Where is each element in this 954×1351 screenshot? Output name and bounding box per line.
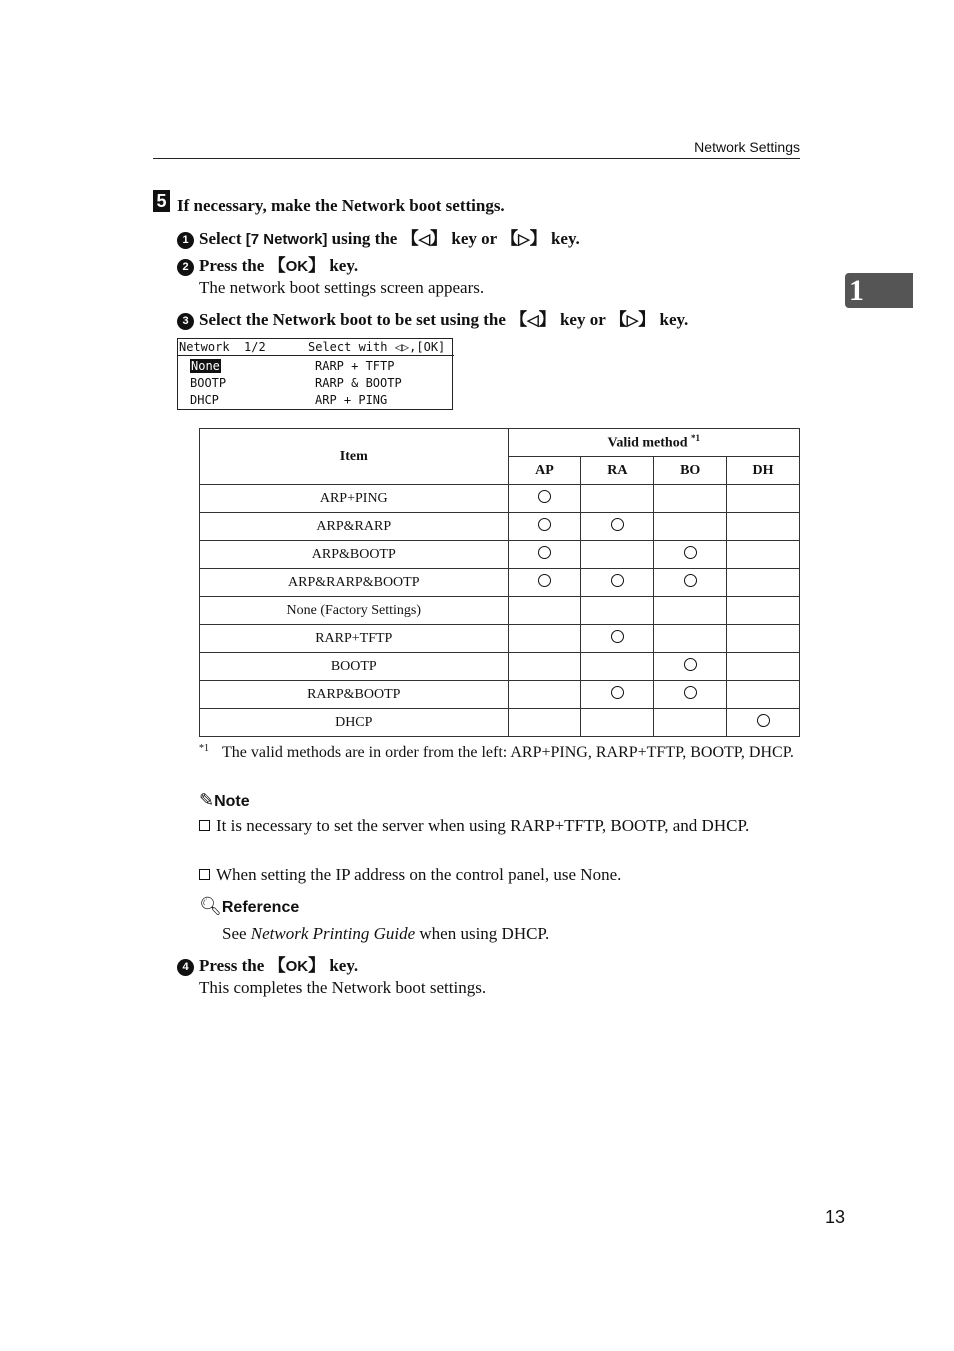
method-cell	[727, 709, 800, 737]
lcd-option: RARP + TFTP	[315, 359, 395, 373]
lcd-option: DHCP	[190, 393, 219, 407]
circle-mark-icon	[538, 518, 551, 531]
method-cell	[581, 597, 654, 625]
circle-mark-icon	[538, 574, 551, 587]
method-cell	[581, 513, 654, 541]
magnifier-icon: 🔍︎	[199, 896, 222, 916]
table-row	[200, 569, 800, 597]
reference-title: Network Printing Guide	[250, 924, 416, 943]
item-cell: None (Factory Settings)	[200, 597, 509, 625]
left-key-icon: ◁	[418, 231, 431, 248]
method-cell	[654, 709, 727, 737]
circle-mark-icon	[684, 546, 697, 559]
header-rule	[153, 158, 800, 159]
method-cell	[654, 569, 727, 597]
substep-4-result: This completes the Network boot settings.	[199, 978, 487, 997]
substep-number: 4	[177, 959, 194, 976]
item-cell: ARP+PING	[200, 485, 509, 513]
ok-key-label: OK	[285, 258, 309, 275]
table-row	[200, 681, 800, 709]
table-row	[200, 541, 800, 569]
valid-method-header: Valid method $^{*1}$	[508, 429, 799, 457]
step-number: 5	[153, 190, 170, 212]
method-cell	[581, 541, 654, 569]
circle-mark-icon	[611, 574, 624, 587]
method-cell	[727, 653, 800, 681]
item-cell: ARP&BOOTP	[200, 541, 509, 569]
note-item: It is necessary to set the server when using RARP+TFTP, BOOTP, and DHCP.	[199, 816, 800, 836]
table-row	[200, 513, 800, 541]
lcd-option: BOOTP	[190, 376, 227, 390]
method-cell	[508, 625, 581, 653]
checkbox-icon	[199, 869, 210, 880]
table-body	[200, 485, 800, 737]
substep-number: 2	[177, 259, 194, 276]
running-head: Network Settings	[694, 139, 800, 155]
circle-mark-icon	[757, 714, 770, 727]
substep-4: 4 Press the 【OK】 key.	[177, 951, 358, 976]
item-cell: DHCP	[200, 709, 509, 737]
method-cell	[727, 513, 800, 541]
item-cell: BOOTP	[200, 653, 509, 681]
substep-number: 1	[177, 232, 194, 249]
column-header: AP	[508, 457, 581, 485]
method-cell	[581, 569, 654, 597]
pencil-icon: ✎	[199, 790, 215, 810]
table-row	[200, 597, 800, 625]
method-cell	[508, 653, 581, 681]
circle-mark-icon	[611, 686, 624, 699]
column-header: DH	[727, 457, 800, 485]
page-number: 13	[825, 1207, 846, 1227]
method-cell	[581, 625, 654, 653]
lcd-prompt: Select with ◁▷,[OK]	[308, 340, 446, 354]
method-cell	[581, 709, 654, 737]
method-cell	[654, 597, 727, 625]
method-cell	[508, 597, 581, 625]
method-cell	[727, 625, 800, 653]
circle-mark-icon	[684, 574, 697, 587]
note-item: When setting the IP address on the control panel, use None.	[199, 865, 800, 885]
ok-key-label: OK	[285, 958, 309, 975]
chapter-tab: 1	[845, 273, 913, 308]
column-header: BO	[654, 457, 727, 485]
footnote-mark: *1	[199, 743, 209, 754]
lcd-screen	[177, 338, 453, 410]
circle-mark-icon	[684, 686, 697, 699]
method-cell	[508, 709, 581, 737]
table-row	[200, 709, 800, 737]
method-cell	[508, 513, 581, 541]
method-cell	[581, 653, 654, 681]
column-header: RA	[581, 457, 654, 485]
method-cell	[654, 625, 727, 653]
circle-mark-icon	[684, 658, 697, 671]
method-cell	[654, 541, 727, 569]
method-cell	[727, 485, 800, 513]
method-cell	[581, 681, 654, 709]
lcd-option: RARP & BOOTP	[315, 376, 402, 390]
key-label: [7 Network]	[245, 231, 328, 248]
item-cell: RARP&BOOTP	[200, 681, 509, 709]
left-key-icon: ◁	[527, 312, 539, 329]
substep-2: 2 Press the 【OK】 key.	[177, 251, 358, 276]
method-cell	[654, 485, 727, 513]
circle-mark-icon	[611, 630, 624, 643]
valid-method-table	[199, 428, 800, 737]
table-row	[200, 625, 800, 653]
method-cell	[727, 597, 800, 625]
checkbox-icon	[199, 820, 210, 831]
table-row	[200, 485, 800, 513]
circle-mark-icon	[538, 546, 551, 559]
substep-2-result: The network boot settings screen appears.	[199, 278, 485, 297]
table-row	[200, 653, 800, 681]
substep-1: 1 Select [7 Network] using the 【◁】 key or 【▷】 key.	[177, 224, 580, 249]
lcd-title: Network 1/2	[179, 340, 266, 354]
substep-3: 3 Select the Network boot to be set using the 【◁】 key or 【▷】 key.	[177, 305, 688, 330]
note-heading: ✎Note	[199, 790, 250, 810]
substep-number: 3	[177, 313, 194, 330]
right-key-icon: ▷	[518, 231, 530, 248]
method-cell	[508, 569, 581, 597]
circle-mark-icon	[538, 490, 551, 503]
item-header: Item	[200, 429, 509, 485]
item-cell: ARP&RARP	[200, 513, 509, 541]
item-cell: ARP&RARP&BOOTP	[200, 569, 509, 597]
lcd-option: ARP + PING	[315, 393, 388, 407]
reference-heading: 🔍︎Reference	[199, 896, 300, 916]
item-cell: RARP+TFTP	[200, 625, 509, 653]
method-cell	[727, 569, 800, 597]
circle-mark-icon	[611, 518, 624, 531]
method-cell	[727, 681, 800, 709]
right-key-icon: ▷	[626, 312, 639, 329]
method-cell	[654, 653, 727, 681]
reference-text: See Network Printing Guide when using DHCP.	[222, 924, 550, 943]
method-cell	[581, 485, 654, 513]
step-title: If necessary, make the Network boot settings.	[177, 196, 505, 215]
method-cell	[654, 681, 727, 709]
lcd-option-selected: None	[191, 359, 220, 373]
method-cell	[508, 541, 581, 569]
method-cell	[508, 485, 581, 513]
method-cell	[727, 541, 800, 569]
method-cell	[654, 513, 727, 541]
method-cell	[508, 681, 581, 709]
footnote-text: The valid methods are in order from the left: ARP+PING, RARP+TFTP, BOOTP, DHCP.	[222, 744, 794, 761]
